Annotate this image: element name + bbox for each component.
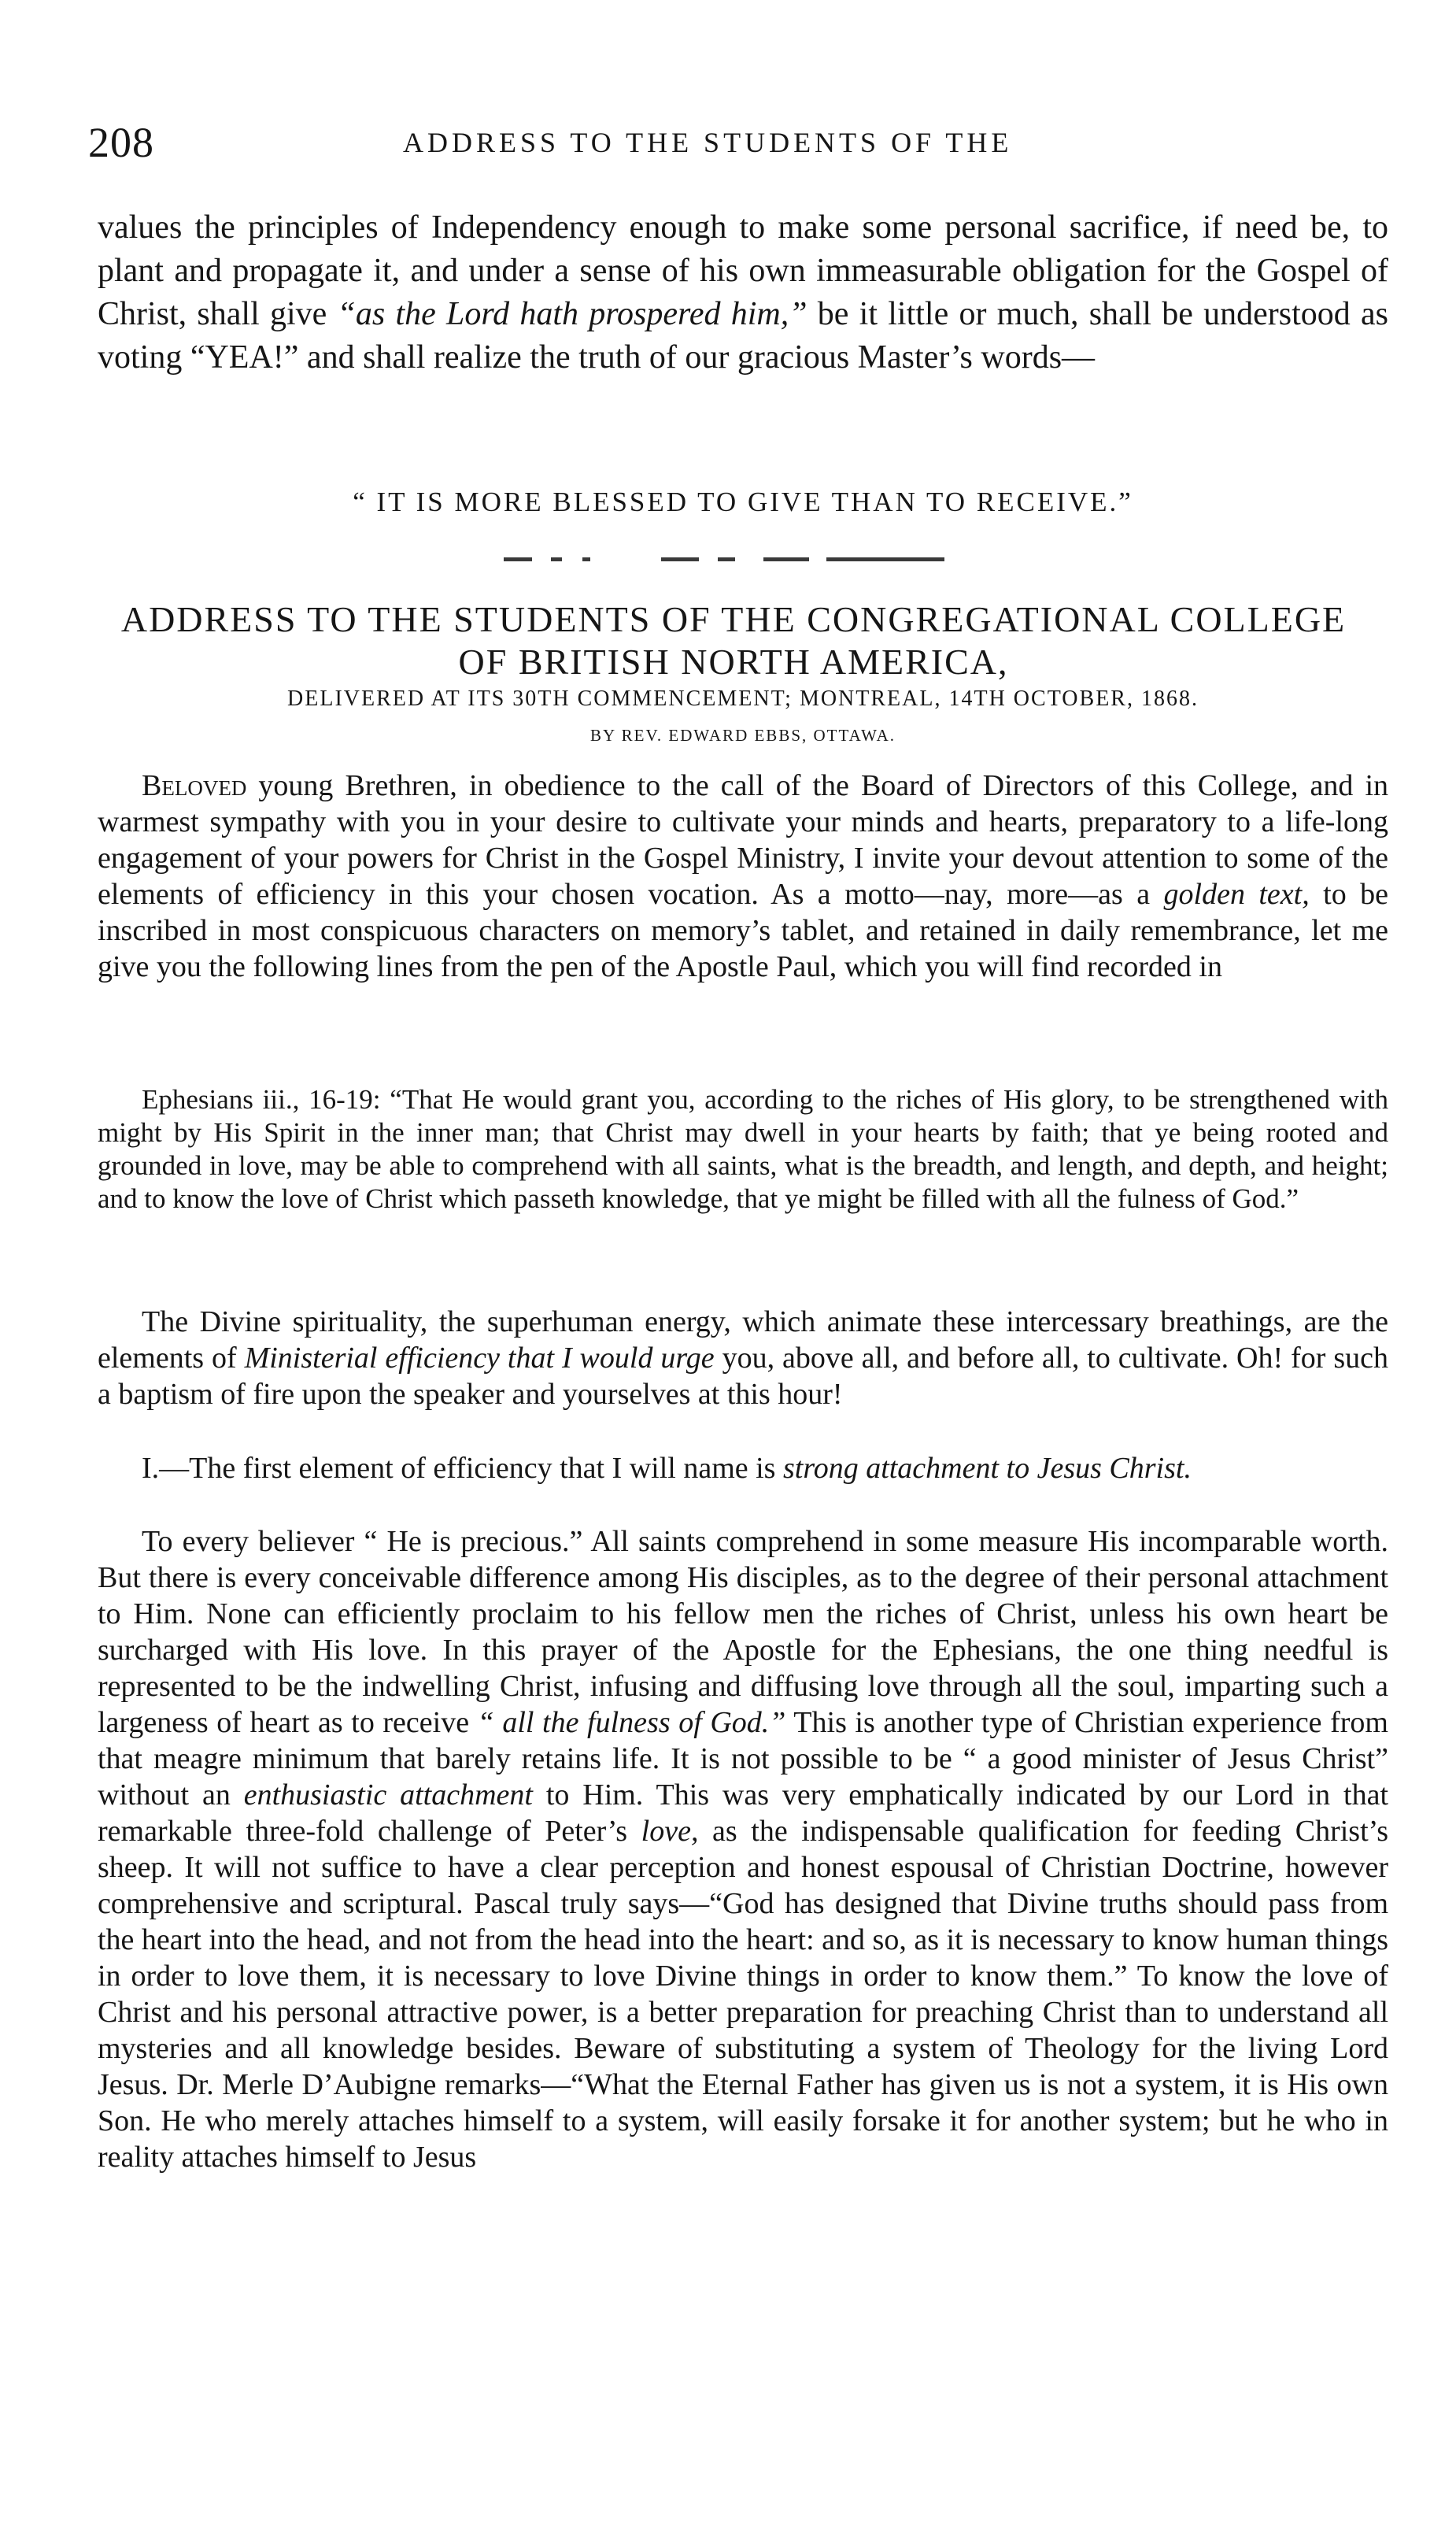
first-element-text: I.—The first element of efficiency that I will name is	[142, 1452, 783, 1485]
intro-text: values the principles of Independency enough to make some personal sacrifice, if need be, to plant and propagate it, and under a sense of his own immeasurable obligation for the Gospel of Christ, shall give	[98, 209, 1388, 332]
running-head	[88, 118, 1379, 165]
intro-quote: “as the Lord hath prospered him,”	[337, 296, 807, 332]
opening-text-end: to be inscribed in most conspicuous characters on memory’s tablet, and retained in daily remembrance, let me give you the following lines from the pen of the Apostle Paul, which you will find recorded in	[98, 878, 1388, 983]
closing-italic-1: “ all the fulness of God.”	[477, 1706, 786, 1739]
closing-text-1: To every believer “ He is precious.” All saints comprehend in some measure His incomparable worth. But there is every conceivable difference among His disciples, as to the degree of their personal attachment to Him. None can efficiently proclaim to his fellow men the riches of Christ, unless his own heart be surcharged with His love. In this prayer of the Apostle for the Ephesians, the one thing needful is represented to be the indwelling Christ, infusing and diffusing love through all the soul, imparting such a largeness of heart as to receive	[98, 1525, 1388, 1739]
motto: “ IT IS MORE BLESSED TO GIVE THAN TO RECEIVE.”	[353, 487, 1133, 517]
closing-italic-2: enthusiastic attachment	[243, 1778, 533, 1812]
divine-emphasis: Ministerial efficiency that I would urge	[244, 1342, 715, 1375]
running-title: ADDRESS TO THE STUDENTS OF THE	[403, 127, 1013, 158]
first-element-emphasis: strong attachment to Jesus Christ.	[782, 1452, 1192, 1485]
closing-paragraph	[98, 1523, 1388, 2175]
section-divider	[504, 557, 944, 562]
author-byline: BY REV. EDWARD EBBS, OTTAWA.	[589, 726, 896, 745]
page-number: 208	[88, 119, 154, 166]
closing-text-2: This is another type of Christian experience from that meagre minimum that barely retains life. It is not possible to be “ a good minister of Jesus Christ” without an	[98, 1706, 1388, 1812]
intro-text-end: be it little or much, shall be understood as voting “YEA!” and shall realize the truth of our gracious Master’s words—	[98, 296, 1388, 376]
divine-paragraph	[98, 1304, 1388, 1412]
first-element-paragraph	[98, 1450, 1388, 1486]
divine-text-end: you, above all, and before all, to cultivate. Oh! for such a baptism of fire upon the speaker and yourselves at this hour!	[98, 1342, 1388, 1411]
divine-text: The Divine spirituality, the superhuman energy, which animate these intercessary breathings, are the elements of	[98, 1305, 1388, 1375]
opening-paragraph	[98, 768, 1388, 985]
closing-text-4: as the indispensable qualification for feeding Christ’s sheep. It will not suffice to have a clear perception and honest espousal of Christian Doctrine, however comprehensive and scriptural. Pascal truly says—“God has designed that Divine truths should pass from the heart into the head, and not from the head into the heart: and so, as it is necessary to know human things in order to love them, it is necessary to love Divine things in order to know them.” To know the love of Christ and his personal attractive power, is a better preparation for preaching Christ than to understand all mysteries and all knowledge besides. Beware of substituting a system of Theology for the living Lord Jesus. Dr. Merle D’Aubigne remarks—“What the Eternal Father has given us is not a system, it is His own Son. He who merely attaches himself to a system, will easily forsake it for another system; but he who in reality attaches himself to Jesus	[98, 1815, 1388, 2174]
golden-text: golden text,	[1163, 878, 1310, 911]
opening-lead: Beloved	[142, 769, 247, 802]
closing-italic-3: love,	[641, 1815, 699, 1848]
opening-text: young Brethren, in obedience to the call of the Board of Directors of this College, and in warmest sympathy with you in your desire to cultivate your minds and hearts, preparatory to a life-long engagement of your powers for Christ in the Gospel Ministry, I invite your devout attention to some of the elements of efficiency in this your chosen vocation. As a motto—nay, more—as a	[98, 769, 1388, 911]
scripture-quote: Ephesians iii., 16-19: “That He would grant you, according to the riches of His glory, to be strengthened with might by His Spirit in the inner man; that Christ may dwell in your hearts by faith; that ye being rooted and grounded in love, may be able to comprehend with all saints, what is the breadth, and length, and depth, and height; and to know the love of Christ which passeth knowledge, that ye might be filled with all the fulness of God.”	[98, 1084, 1388, 1214]
intro-paragraph	[98, 206, 1388, 379]
delivery-note: DELIVERED AT ITS 30TH COMMENCEMENT; MONTREAL, 14TH OCTOBER, 1868.	[287, 687, 1199, 711]
closing-text-3: to Him. This was very emphatically indicated by our Lord in that remarkable three-fold challenge of Peter’s	[98, 1778, 1389, 1848]
address-heading	[88, 598, 1379, 683]
address-title-line1: ADDRESS TO THE STUDENTS OF THE CONGREGATIONAL COLLEGE	[120, 599, 1347, 639]
address-title-line2: OF BRITISH NORTH AMERICA,	[458, 642, 1009, 682]
